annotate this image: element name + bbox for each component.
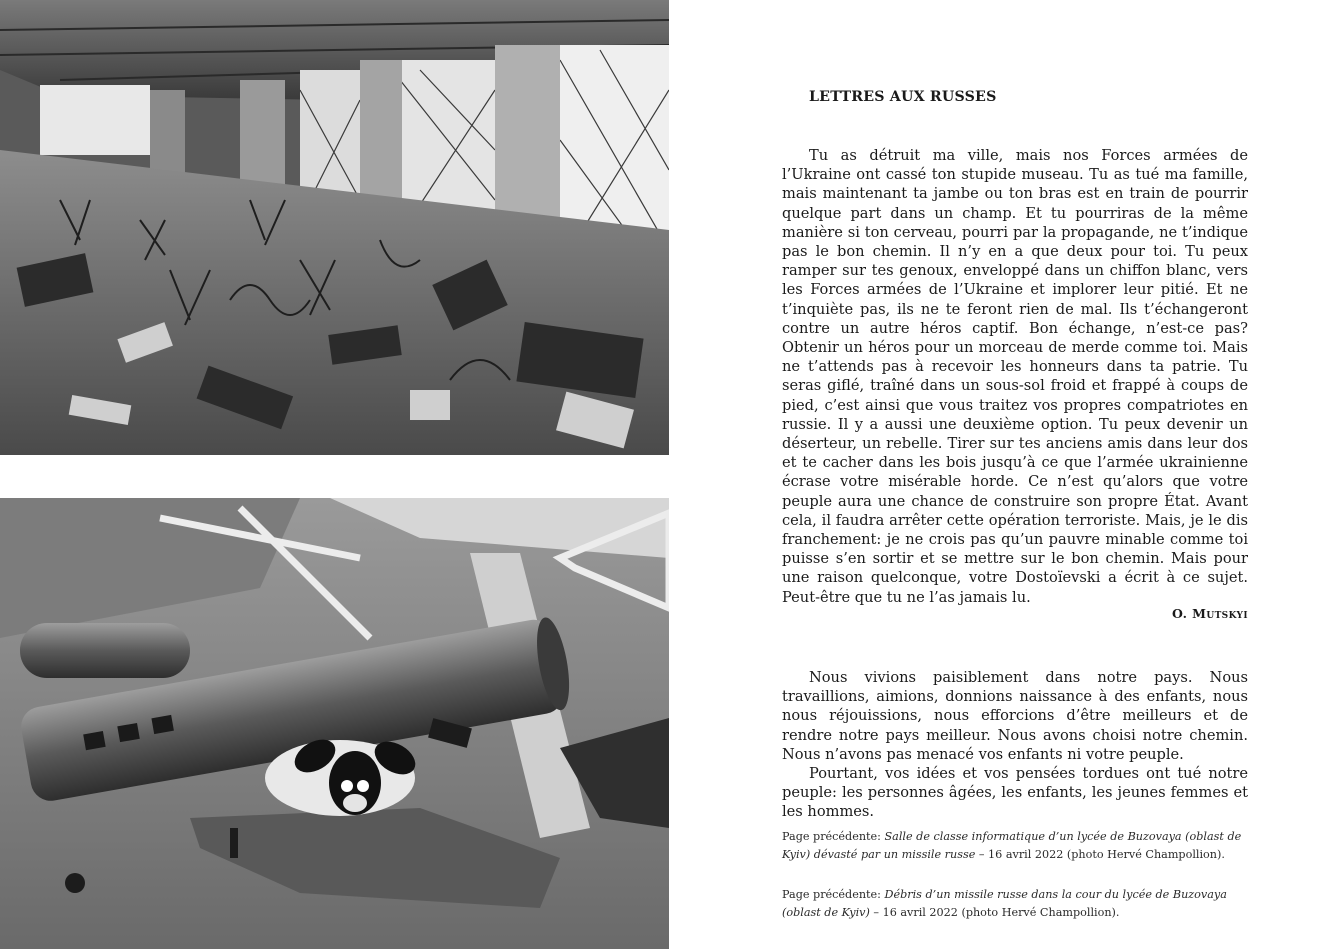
letter-paragraph: Nous vivions paisiblement dans notre pays. Nous travaillions, aimions, donnions naissance à des enfants, nous nous réjouissions, nous efforcions d’être meilleurs et de rendre notre pays meilleur. Nous avons choisi notre chemin. Nous n’avons pas menacé vos enfants ni votre peuple. [782, 669, 1248, 763]
caption-credit: – 16 avril 2022 (photo Hervé Champollion). [869, 906, 1120, 919]
photo-caption-missile [782, 886, 1248, 922]
caption-credit: – 16 avril 2022 (photo Hervé Champollion). [975, 848, 1225, 861]
signature-name: Mutskyi [1192, 606, 1248, 621]
photo-caption-classroom [782, 828, 1248, 864]
missile-debris-illustration [0, 498, 669, 949]
letter-mutskyi [782, 146, 1248, 607]
letter-paragraph: Pourtant, vos idées et vos pensées tordues ont tué notre peuple: les personnes âgées, les enfants, les jeunes femmes et les hommes. [782, 765, 1248, 821]
letter-second [782, 668, 1248, 822]
caption-description: Débris d’un missile russe dans la cour du lycée de Buzovaya (oblast de Kyiv) [782, 888, 1227, 919]
caption-label: Page précédente: [782, 888, 881, 901]
signature-initial: O. [1172, 606, 1188, 621]
letter-signature [1172, 606, 1248, 621]
caption-description: Salle de classe informatique d’un lycée de Buzovaya (oblast de Kyiv) dévasté par un missile russe [782, 830, 1242, 861]
page-title: LETTRES AUX RUSSES [809, 89, 997, 105]
classroom-ruins-illustration [0, 0, 669, 455]
classroom-ruins-photo [0, 0, 669, 455]
missile-debris-photo [0, 498, 669, 949]
letter-paragraph: Tu as détruit ma ville, mais nos Forces armées de l’Ukraine ont cassé ton stupide museau. Tu as tué ma famille, mais maintenant ta jambe ou ton bras est en train de pourrir quelque part dans un champ. Et tu pourriras de la même manière si ton cerveau, pourri par la propagande, ne t’indique pas le bon chemin. Il n’y en a que deux pour toi. Tu peux ramper sur tes genoux, enveloppé dans un chiffon blanc, vers les Forces armées de l’Ukraine et implorer leur pitié. Et ne t’inquiète pas, ils ne te feront rien de mal. Ils t’échangeront contre un autre héros captif. Bon échange, n’est-ce pas? Obtenir un héros pour un morceau de merde comme toi. Mais ne t’attends pas à recevoir les honneurs dans ta patrie. Tu seras giflé, traîné dans un sous-sol froid et frappé à coups de pied, c’est ainsi que vous traitez vos propres compatriotes en russie. Il y a aussi une deuxième option. Tu peux devenir un déserteur, un rebelle. Tirer sur tes anciens amis dans leur dos et te cacher dans les bois jusqu’à ce que l’armée ukrainienne écrase votre misérable horde. Ce n’est qu’alors que votre peuple aura une chance de construire son propre État. Avant cela, il faudra arrêter cette opération terroriste. Mais, je le dis franchement: je ne crois pas qu’un pauvre minable comme toi puisse s’en sortir et se mettre sur le bon chemin. Mais pour une raison quelconque, votre Dostoïevski a écrit à ce sujet. Peut-être que tu ne l’as jamais lu. [782, 147, 1248, 606]
caption-label: Page précédente: [782, 830, 881, 843]
